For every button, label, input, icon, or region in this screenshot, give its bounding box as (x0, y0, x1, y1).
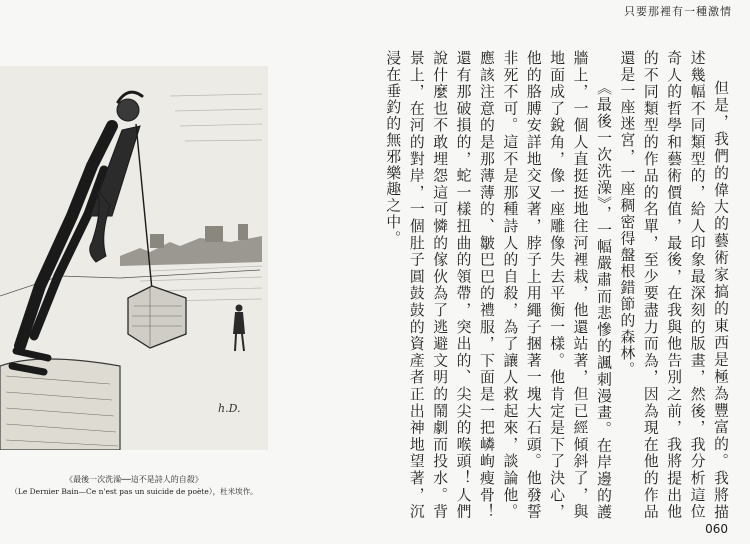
leaning-man (12, 92, 142, 372)
page-number: 060 (705, 522, 728, 536)
lithograph-drawing (0, 66, 268, 450)
far-bank (120, 224, 262, 266)
sky-hatching (140, 94, 262, 301)
bystander-figure (233, 305, 245, 352)
running-header: 只要那裡有一種激情 (624, 5, 732, 18)
body-paragraph: 《最後一次洗澡》，一幅嚴肅而悲慘的諷刺漫畫。在岸邊的護牆上，一個人直挺挺地往河裡栽，他還站著，但已經傾斜了，與地面成了銳角，像一座雕像失去平衡一樣。他肯定是下了決心，他的胳膊安詳地交叉著，脖子上用繩子捆著一塊大石頭。他發誓非死不可。這不是那種詩人的自殺，為了讓人救起來，談論他。應該注意的是那薄薄的、皺巴巴的禮服，下面是一把嶙峋瘦骨！還有那破損的，蛇一樣扭曲的領帶，突出的、尖尖的喉頭！人們說什麼也不敢埋怨這可憐的傢伙為了逃避文明的鬧劇而投水。背景上，在河的對岸，一個肚子圓鼓鼓的資產者正出神地望著，沉浸在垂釣的無邪樂趣之中。 (384, 50, 612, 520)
body-text (322, 50, 732, 520)
caption-french: （Le Dernier Bain—Ce n'est pas un suicide de poète），杜米埃作。 (10, 487, 258, 496)
caption-chinese: 《最後一次洗澡──這不是詩人的自殺》 (65, 475, 203, 484)
daumier-lithograph (0, 66, 268, 450)
artist-signature: h.D. (218, 402, 241, 415)
body-paragraph: 但是，我們的偉大的藝術家搞的東西是極為豐富的。我將描述幾幅不同類型的，給人印象最深刻的版畫，然後，我分析這位奇人的哲學和藝術價值，最後，在我與他告別之前，我將提出他的不同類型的作品的名單，至少要盡力而為，因為現在他的作品還是一座迷宮，一座稠密得盤根錯節的森林。 (618, 50, 729, 520)
